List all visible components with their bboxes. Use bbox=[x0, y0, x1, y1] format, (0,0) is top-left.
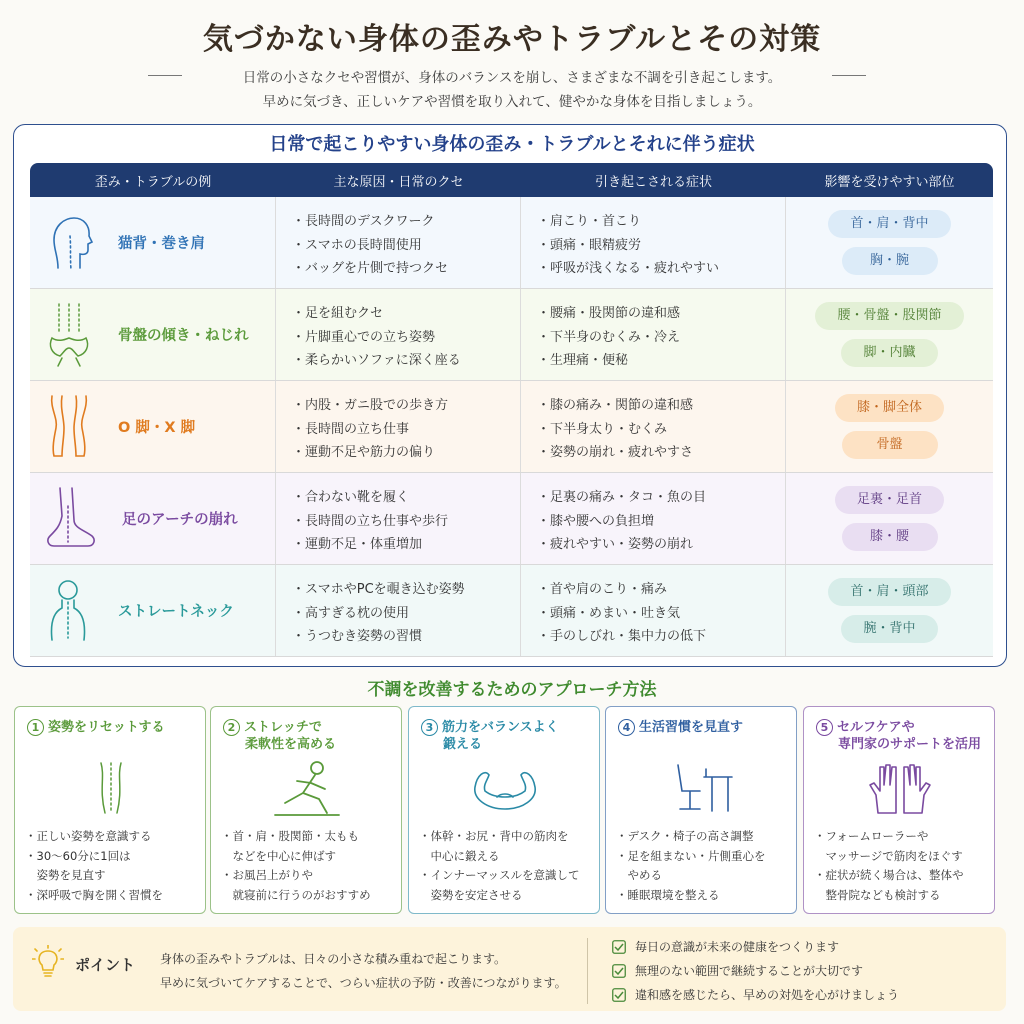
header-trouble: 歪み・トラブルの例 bbox=[94, 174, 212, 190]
title-line: ストレッチで bbox=[244, 720, 322, 735]
symptom-item: ・呼吸が浅くなる・疲れやすい bbox=[537, 261, 720, 276]
body-part-badge: 腕・背中 bbox=[841, 615, 937, 643]
spine-icon bbox=[75, 759, 147, 821]
symptom-item: ・疲れやすい・姿勢の崩れ bbox=[537, 537, 694, 552]
point-label: ポイント bbox=[75, 956, 136, 974]
check-text: 違和感を感じたら、早めの対処を心がけましょう bbox=[635, 988, 900, 1002]
symptom-item: ・手のしびれ・集中力の低下 bbox=[537, 629, 707, 644]
symptoms-cell bbox=[521, 197, 786, 288]
approach-card-title bbox=[421, 719, 597, 753]
lightbulb-icon bbox=[32, 945, 64, 979]
symptom-item: ・頭痛・眼精疲労 bbox=[537, 237, 642, 253]
title-line: 鍛える bbox=[443, 737, 483, 752]
head-spine-icon bbox=[30, 210, 106, 276]
title-line: 柔軟性を高める bbox=[245, 737, 337, 752]
approach-card-body bbox=[616, 827, 794, 905]
cause-item: ・長時間の立ち仕事や歩行 bbox=[292, 513, 449, 529]
cause-item: ・足を組むクセ bbox=[292, 306, 384, 321]
body-part-badge: 膝・脚全体 bbox=[835, 394, 944, 422]
trouble-name: 足のアーチの崩れ bbox=[122, 512, 238, 528]
parts-cell bbox=[786, 197, 993, 288]
cause-item: ・運動不足・体重増加 bbox=[292, 537, 423, 552]
symptoms-cell bbox=[521, 565, 786, 656]
title-line: 専門家のサポートを活用 bbox=[838, 737, 982, 752]
symptom-item: ・足裏の痛み・タコ・魚の目 bbox=[537, 490, 707, 505]
approach-card-title bbox=[223, 719, 399, 753]
approach-card bbox=[408, 706, 600, 914]
trouble-cell bbox=[30, 473, 276, 564]
body-part-badge: 脚・内臓 bbox=[841, 339, 937, 367]
body-part-badge: 腰・骨盤・股関節 bbox=[815, 302, 963, 330]
approach-card-body bbox=[419, 827, 597, 905]
symptom-item: ・生理痛・便秘 bbox=[537, 353, 629, 368]
cause-item: ・片脚重心での立ち姿勢 bbox=[292, 329, 436, 345]
checkbox-icon bbox=[612, 940, 626, 954]
trouble-name: 猫背・巻き肩 bbox=[118, 236, 205, 252]
cause-item: ・スマホの長時間使用 bbox=[292, 237, 422, 253]
body-part-badge: 胸・腕 bbox=[842, 247, 938, 275]
step-number: 5 bbox=[816, 719, 833, 736]
approach-item: ・深呼吸で胸を開く習慣を bbox=[25, 887, 163, 902]
approach-card-title bbox=[816, 719, 992, 753]
causes-cell bbox=[276, 289, 521, 380]
approach-card bbox=[210, 706, 402, 914]
approach-item: ・インナーマッスルを意識して bbox=[419, 868, 580, 882]
cause-item: ・合わない靴を履く bbox=[292, 490, 410, 505]
approach-item: 中心に鍛える bbox=[419, 848, 500, 863]
cause-item: ・バッグを片側で持つクセ bbox=[292, 261, 449, 276]
body-part-badge: 足裏・足首 bbox=[835, 486, 944, 514]
cause-item: ・長時間の立ち仕事 bbox=[292, 421, 410, 437]
neck-icon bbox=[30, 578, 106, 644]
symptom-item: ・膝や腰への負担増 bbox=[537, 513, 655, 529]
approach-item: ・30〜60分に1回は bbox=[25, 848, 131, 863]
approach-item: ・お風呂上がりや bbox=[221, 868, 313, 882]
symptom-item: ・腰痛・股関節の違和感 bbox=[537, 306, 681, 321]
approach-card bbox=[605, 706, 797, 914]
title-line: セルフケアや bbox=[837, 720, 915, 735]
table-row bbox=[30, 197, 993, 289]
stretch-icon bbox=[271, 759, 343, 821]
body-part-badge: 膝・腰 bbox=[842, 523, 938, 551]
causes-cell bbox=[276, 381, 521, 472]
approach-item: ・足を組まない・片側重心を bbox=[616, 848, 766, 863]
parts-cell bbox=[786, 289, 993, 380]
check-item bbox=[612, 938, 839, 955]
parts-cell bbox=[786, 381, 993, 472]
cause-item: ・柔らかいソファに深く座る bbox=[292, 353, 461, 368]
approach-card-body bbox=[221, 827, 399, 905]
point-text-2: 早めに気づいてケアすることで、つらい症状の予防・改善につながります。 bbox=[160, 976, 567, 990]
symptom-item: ・下半身太り・むくみ bbox=[537, 421, 668, 437]
table-row bbox=[30, 565, 993, 657]
table-header bbox=[30, 163, 993, 197]
symptom-item: ・頭痛・めまい・吐き気 bbox=[537, 605, 681, 621]
body-part-badge: 骨盤 bbox=[842, 431, 938, 459]
approach-item: ・首・肩・股関節・太もも bbox=[221, 829, 359, 843]
approach-item: ・フォームローラーや bbox=[814, 829, 929, 843]
trouble-name: O 脚・X 脚 bbox=[118, 420, 196, 436]
cause-item: ・内股・ガニ股での歩き方 bbox=[292, 398, 449, 413]
approach-card bbox=[14, 706, 206, 914]
pelvis-icon bbox=[30, 302, 106, 368]
check-item bbox=[612, 986, 899, 1003]
symptom-item: ・膝の痛み・関節の違和感 bbox=[537, 398, 694, 413]
cause-item: ・スマホやPCを覗き込む姿勢 bbox=[292, 582, 465, 597]
approach-item: ・症状が続く場合は、整体や bbox=[814, 868, 964, 882]
symptoms-cell bbox=[521, 289, 786, 380]
approach-card-body bbox=[814, 827, 992, 905]
parts-cell bbox=[786, 565, 993, 656]
table-heading: 日常で起こりやすい身体の歪み・トラブルとそれに伴う症状 bbox=[269, 134, 755, 155]
approach-item: 整骨院なども検討する bbox=[814, 887, 941, 902]
approach-item: やめる bbox=[616, 868, 662, 882]
hands-icon bbox=[864, 759, 936, 821]
approach-card-title bbox=[618, 719, 794, 736]
desk-chair-icon bbox=[666, 759, 738, 821]
causes-cell bbox=[276, 473, 521, 564]
header-symptoms: 引き起こされる症状 bbox=[594, 174, 712, 190]
symptom-item: ・姿勢の崩れ・疲れやすさ bbox=[537, 445, 694, 460]
title-line: 姿勢をリセットする bbox=[48, 720, 165, 735]
cause-item: ・長時間のデスクワーク bbox=[292, 214, 435, 229]
approach-heading: 不調を改善するためのアプローチ方法 bbox=[367, 680, 657, 700]
cause-item: ・高すぎる枕の使用 bbox=[292, 605, 410, 621]
causes-cell bbox=[276, 197, 521, 288]
symptoms-cell bbox=[521, 473, 786, 564]
check-text: 無理のない範囲で継続することが大切です bbox=[635, 964, 864, 978]
table-row bbox=[30, 381, 993, 473]
approach-card-title bbox=[27, 719, 203, 736]
intro-line-1: 日常の小さなクセや習慣が、身体のバランスを崩し、さまざまな不調を引き起こします。 bbox=[242, 70, 782, 86]
causes-cell bbox=[276, 565, 521, 656]
symptoms-cell bbox=[521, 381, 786, 472]
legs-icon bbox=[30, 394, 106, 460]
trouble-cell bbox=[30, 197, 276, 288]
point-divider bbox=[587, 938, 588, 1004]
approach-item: 姿勢を安定させる bbox=[419, 887, 523, 902]
point-text-1: 身体の歪みやトラブルは、日々の小さな積み重ねで起こります。 bbox=[160, 952, 507, 966]
cause-item: ・うつむき姿勢の習慣 bbox=[292, 629, 423, 644]
approach-item: マッサージで筋肉をほぐす bbox=[814, 848, 963, 863]
approach-item: ・デスク・椅子の高さ調整 bbox=[616, 829, 754, 843]
intro-line-2: 早めに気づき、正しいケアや習慣を取り入れて、健やかな身体を目指しましょう。 bbox=[262, 94, 762, 110]
body-part-badge: 首・肩・背中 bbox=[828, 210, 950, 238]
approach-card bbox=[803, 706, 995, 914]
trouble-cell bbox=[30, 289, 276, 380]
checkbox-icon bbox=[612, 964, 626, 978]
check-item bbox=[612, 962, 863, 979]
trouble-name: ストレートネック bbox=[118, 604, 234, 620]
header-parts: 影響を受けやすい部位 bbox=[824, 174, 955, 190]
title-line: 生活習慣を見直す bbox=[639, 720, 744, 735]
symptom-item: ・下半身のむくみ・冷え bbox=[537, 329, 681, 345]
step-number: 2 bbox=[223, 719, 240, 736]
checkbox-icon bbox=[612, 988, 626, 1002]
check-text: 毎日の意識が未来の健康をつくります bbox=[635, 940, 840, 954]
trouble-name: 骨盤の傾き・ねじれ bbox=[118, 328, 249, 344]
symptom-item: ・肩こり・首こり bbox=[537, 214, 642, 229]
table-row bbox=[30, 473, 993, 565]
approach-item: ・正しい姿勢を意識する bbox=[25, 829, 152, 843]
body-part-badge: 首・肩・頭部 bbox=[828, 578, 950, 606]
muscle-icon bbox=[469, 759, 541, 821]
table-row bbox=[30, 289, 993, 381]
approach-item: 姿勢を見直す bbox=[25, 868, 106, 882]
approach-item: などを中心に伸ばす bbox=[221, 848, 336, 863]
approach-item: 就寝前に行うのがおすすめ bbox=[221, 887, 371, 902]
approach-card-body bbox=[25, 827, 203, 905]
trouble-cell bbox=[30, 381, 276, 472]
cause-item: ・運動不足や筋力の偏り bbox=[292, 445, 436, 460]
step-number: 1 bbox=[27, 719, 44, 736]
title-line: 筋力をバランスよく bbox=[442, 720, 559, 735]
parts-cell bbox=[786, 473, 993, 564]
page-title: 気づかない身体の歪みやトラブルとその対策 bbox=[202, 22, 822, 57]
symptom-item: ・首や肩のこり・痛み bbox=[537, 582, 668, 597]
step-number: 3 bbox=[421, 719, 438, 736]
trouble-cell bbox=[30, 565, 276, 656]
approach-item: ・体幹・お尻・背中の筋肉を bbox=[419, 829, 569, 843]
header-causes: 主な原因・日常のクセ bbox=[333, 174, 464, 190]
step-number: 4 bbox=[618, 719, 635, 736]
approach-item: ・睡眠環境を整える bbox=[616, 887, 720, 902]
foot-icon bbox=[30, 486, 110, 552]
